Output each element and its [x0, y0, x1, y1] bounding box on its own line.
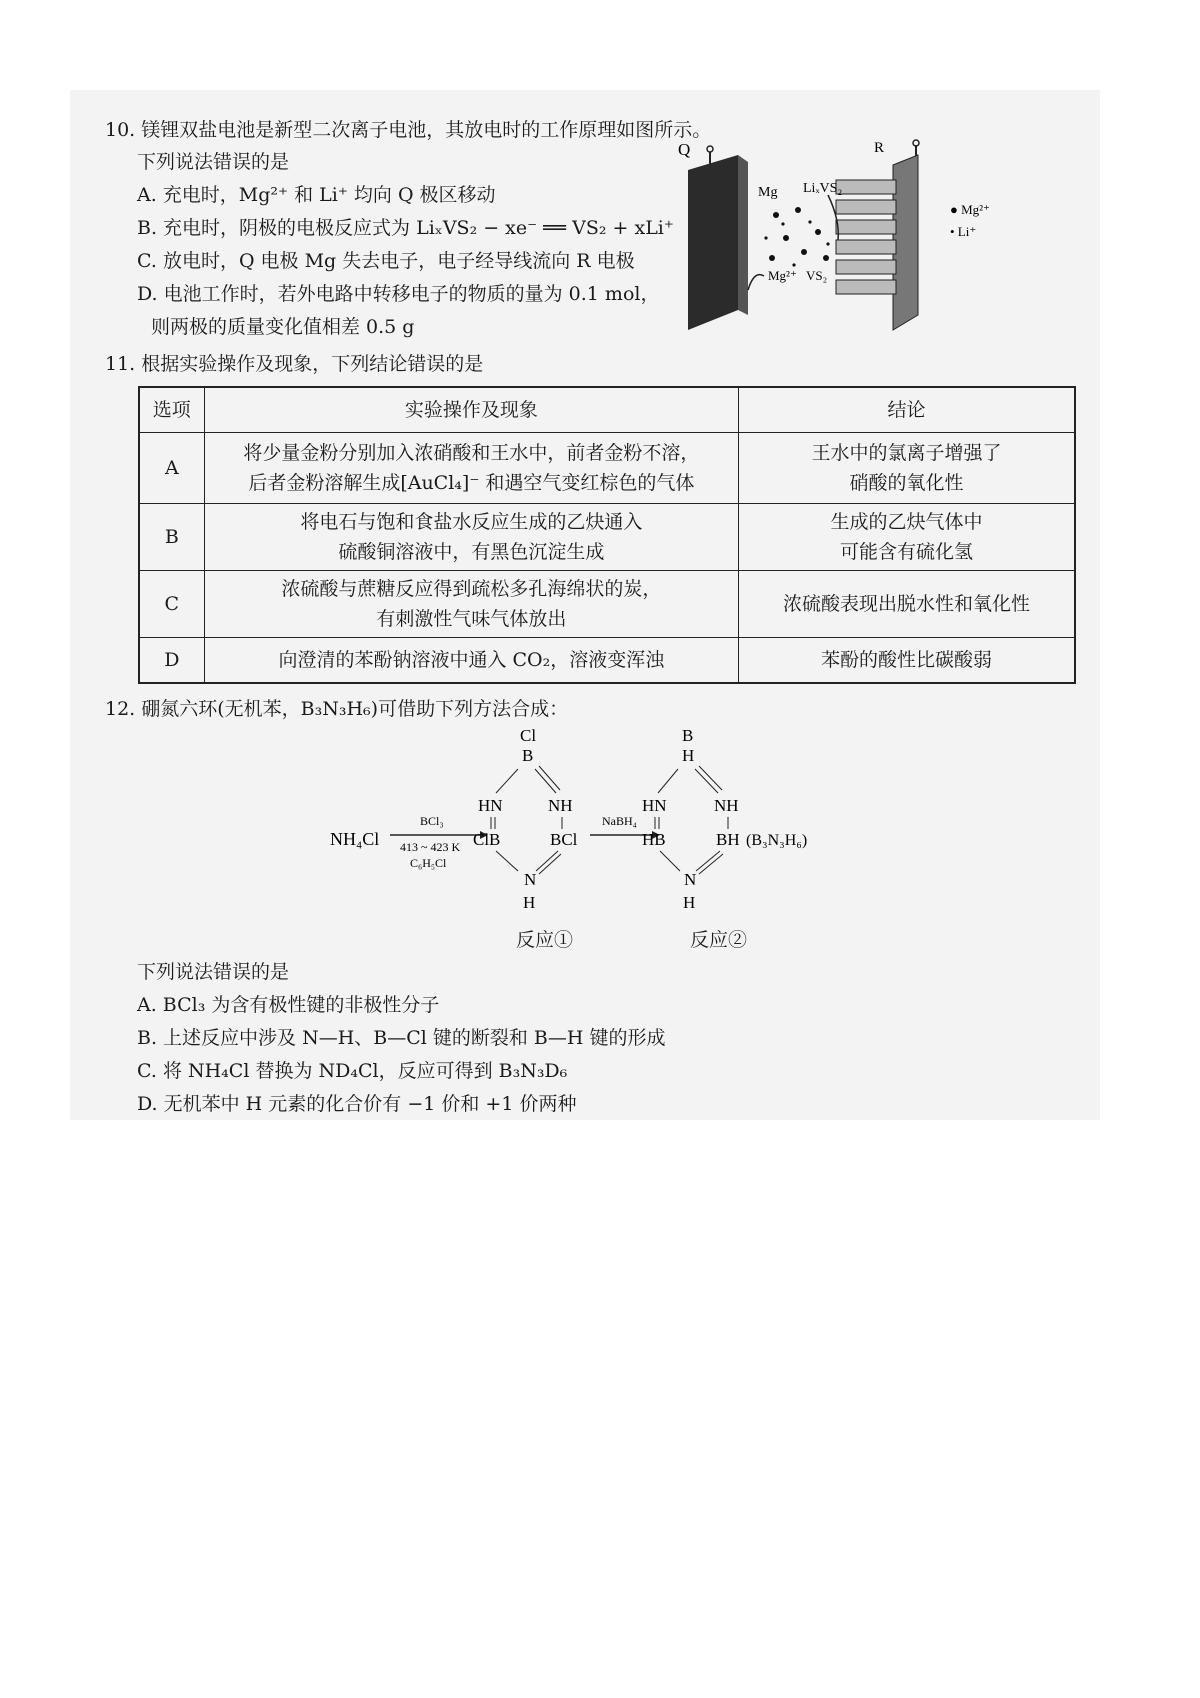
- header-conclusion: 结论: [739, 387, 1075, 433]
- label-r: R: [874, 140, 885, 156]
- reagent-temp: 413 ~ 423 K: [400, 840, 461, 854]
- label-mg: Mg: [758, 185, 778, 200]
- q12-option-b: B. 上述反应中涉及 N—H、B—Cl 键的断裂和 B—H 键的形成: [137, 1027, 666, 1049]
- svg-text:B: B: [682, 726, 694, 745]
- svg-text:NH: NH: [714, 796, 739, 815]
- reagent-bcl3: BCl₃: [420, 814, 444, 828]
- q10-option-a: A. 充电时，Mg²⁺ 和 Li⁺ 均向 Q 极区移动: [137, 184, 496, 206]
- q12-title: 12. 硼氮六环(无机苯，B₃N₃H₆)可借助下列方法合成：: [105, 698, 569, 720]
- legend-mg2: ● Mg²⁺: [950, 202, 990, 217]
- q-electrode-side: [738, 155, 748, 315]
- row-conclusion: 苯酚的酸性比碳酸弱: [739, 638, 1075, 684]
- q-electrode: [688, 155, 738, 330]
- svg-text:N: N: [684, 870, 697, 889]
- mg2-release-arrow: [748, 275, 764, 290]
- caption-reaction-2: 反应②: [690, 929, 748, 951]
- svg-text:ClB: ClB: [473, 830, 501, 849]
- reactant-nh4cl: NH₄Cl: [330, 829, 380, 849]
- q10-title: 10. 镁锂双盐电池是新型二次离子电池，其放电时的工作原理如图所示。: [105, 119, 712, 141]
- svg-text:H: H: [683, 893, 696, 912]
- row-conclusion: 生成的乙炔气体中 可能含有硫化氢: [739, 504, 1075, 571]
- table-row: [139, 638, 1075, 684]
- svg-text:HB: HB: [642, 830, 666, 849]
- row-option: D: [139, 638, 204, 684]
- header-option: 选项: [139, 387, 204, 433]
- svg-text:HN: HN: [642, 796, 667, 815]
- label-mg2-arrow: Mg²⁺: [768, 268, 797, 283]
- svg-text:H: H: [523, 893, 536, 912]
- svg-text:B: B: [522, 746, 534, 765]
- svg-text:BCl: BCl: [550, 830, 578, 849]
- row-operation: 将少量金粉分别加入浓硝酸和王水中，前者金粉不溶， 后者金粉溶解生成[AuCl₄]⁻ 和遇空气变红棕色的气体: [204, 433, 738, 504]
- q10-option-c: C. 放电时，Q 电极 Mg 失去电子，电子经导线流向 R 电极: [137, 250, 635, 272]
- reagent-nabh4: NaBH₄: [602, 814, 637, 828]
- table-row: [139, 571, 1075, 638]
- svg-text:NH: NH: [548, 796, 573, 815]
- svg-text:BH: BH: [716, 830, 740, 849]
- q12-option-c: C. 将 NH₄Cl 替换为 ND₄Cl，反应可得到 B₃N₃D₆: [137, 1060, 568, 1082]
- row-option: C: [139, 571, 204, 638]
- svg-text:H: H: [682, 746, 695, 765]
- q10-option-d: D. 电池工作时，若外电路中转移电子的物质的量为 0.1 mol，: [137, 283, 660, 305]
- q11-table: [138, 386, 1076, 684]
- ion-particles: [764, 207, 829, 267]
- caption-reaction-1: 反应①: [516, 929, 574, 951]
- row-option: B: [139, 504, 204, 571]
- q-terminal-knob: [707, 146, 713, 152]
- label-vs2: VS₂: [806, 268, 828, 283]
- table-row: [139, 433, 1075, 504]
- q12-prompt: 下列说法错误的是: [137, 961, 290, 983]
- battery-diagram: [678, 140, 1098, 340]
- r-electrode-plate: [893, 155, 918, 330]
- table-row: [139, 504, 1075, 571]
- row-conclusion: 浓硫酸表现出脱水性和氧化性: [739, 571, 1075, 638]
- row-operation: 向澄清的苯酚钠溶液中通入 CO₂，溶液变浑浊: [204, 638, 738, 684]
- row-option: A: [139, 433, 204, 504]
- q12-option-a: A. BCl₃ 为含有极性键的非极性分子: [137, 994, 440, 1016]
- q11-title: 11. 根据实验操作及现象，下列结论错误的是: [105, 353, 484, 375]
- vs2-layers: [836, 180, 896, 294]
- row-operation: 将电石与饱和食盐水反应生成的乙炔通入 硫酸铜溶液中，有黑色沉淀生成: [204, 504, 738, 571]
- row-conclusion: 王水中的氯离子增强了 硝酸的氧化性: [739, 433, 1075, 504]
- svg-text:Cl: Cl: [520, 726, 537, 745]
- legend-li: • Li⁺: [950, 224, 977, 239]
- ring-1: [473, 726, 578, 912]
- label-lixvs2: LiₓVS₂: [803, 181, 843, 196]
- row-operation: 浓硫酸与蔗糖反应得到疏松多孔海绵状的炭， 有刺激性气味气体放出: [204, 571, 738, 638]
- q10-prompt: 下列说法错误的是: [137, 151, 290, 173]
- q10-option-d-cont: 则两极的质量变化值相差 0.5 g: [151, 316, 415, 338]
- svg-text:N: N: [524, 870, 537, 889]
- svg-text:HN: HN: [478, 796, 503, 815]
- label-q: Q: [678, 140, 691, 159]
- reagent-solvent: C₆H₅Cl: [410, 856, 447, 870]
- q12-option-d: D. 无机苯中 H 元素的化合价有 −1 价和 +1 价两种: [137, 1093, 577, 1115]
- header-operation: 实验操作及现象: [204, 387, 738, 433]
- product-label: (B₃N₃H₆): [746, 832, 808, 849]
- ring-2: [642, 726, 740, 912]
- q10-option-b: B. 充电时，阴极的电极反应式为 LiₓVS₂ − xe⁻ ══ VS₂ + xLi⁺: [137, 217, 674, 239]
- synthesis-scheme: [330, 725, 890, 925]
